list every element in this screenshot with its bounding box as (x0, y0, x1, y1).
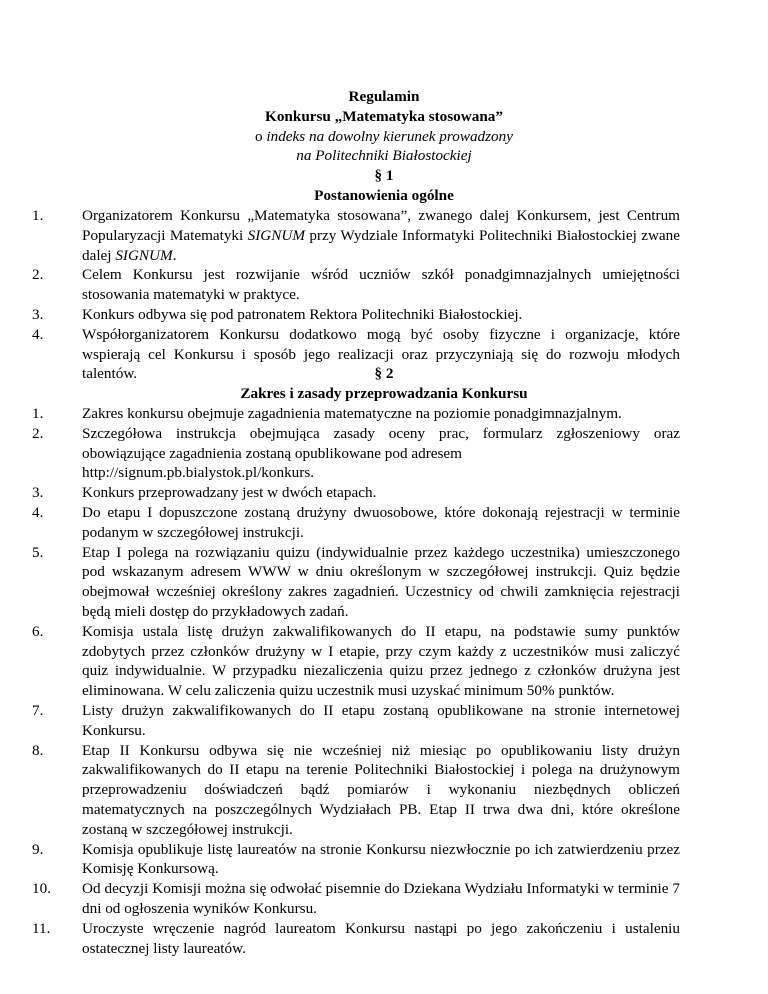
list-item (32, 622, 680, 701)
list-item-text: Konkurs przeprowadzany jest w dwóch etapach. (82, 484, 377, 502)
section-1-list (32, 206, 680, 384)
list-item-number: 4. (32, 503, 44, 521)
list-item-number: 9. (32, 840, 44, 858)
konkurs-url-text: http://signum.pb.bialystok.pl/konkurs. (82, 464, 315, 482)
list-item (32, 265, 680, 305)
list-item-text-italic: SIGNUM (247, 226, 305, 244)
section-1-heading (0, 166, 768, 206)
section-2-number: § 2 (374, 365, 394, 382)
list-item-text: Celem Konkursu jest rozwijanie wśród uczniów szkół ponadgimnazjalnych umiejętności stosowania matematyki w praktyce. (82, 266, 680, 304)
section-2-title: Zakres i zasady przeprowadzania Konkursu (240, 384, 528, 402)
section-1-number: § 1 (374, 167, 394, 184)
list-item-text-italic: SIGNUM (115, 246, 173, 264)
header-line-3-prefix: o (254, 127, 267, 145)
list-item-text: Zakres konkursu obejmuje zagadnienia matematyczne na poziomie ponadgimnazjalnym. (82, 405, 622, 422)
list-item-text: Listy drużyn zakwalifikowanych do II etapu zostaną opublikowane na stronie internetowej Konkursu. (82, 701, 680, 739)
section-2-list (32, 404, 680, 958)
list-item-number: 2. (32, 266, 44, 284)
list-item (32, 840, 680, 880)
list-item-number: 3. (32, 305, 44, 323)
header-line-4: na Politechniki Białostockiej (296, 147, 472, 165)
list-item-text: Komisja ustala listę drużyn zakwalifikowanych do II etapu, na podstawie sumy punktów zdobytych przez członków drużyny w I etapie, przy czym każdy z uczestników musi zaliczyć quiz indywidualnie. W przypadku niezaliczenia quizu przez jednego z członków drużyna jest eliminowana. W celu zaliczenia quizu uczestnik musi uzyskać minimum 50% punktów. (82, 622, 680, 700)
list-item (32, 483, 680, 503)
list-item-number: 6. (32, 622, 44, 640)
list-item-number: 5. (32, 543, 44, 561)
header-line-3 (0, 127, 768, 147)
list-item-text: . (172, 246, 177, 264)
section-1-title: Postanowienia ogólne (314, 186, 454, 204)
list-item (32, 543, 680, 622)
document-subtitle: Konkursu „Matematyka stosowana” (265, 107, 503, 125)
list-item-text: Konkurs odbywa się pod patronatem Rektora Politechniki Białostockiej. (82, 305, 523, 323)
list-item-text: Szczegółowa instrukcja obejmująca zasady oceny prac, formularz zgłoszeniowy oraz obowiązujące zagadnienia zostaną opublikowane pod adresem (82, 424, 680, 462)
list-item (32, 701, 680, 741)
list-item (32, 404, 680, 424)
list-item-number: 7. (32, 701, 44, 719)
list-item-number: 3. (32, 484, 44, 502)
list-item-number: 1. (32, 207, 44, 224)
list-item (32, 305, 680, 325)
list-item-text: przy Wydziale Informatyki Politechniki Białostockiej zwane dalej (82, 226, 680, 264)
list-item-number: 2. (32, 424, 44, 442)
list-item-number: 10. (32, 880, 51, 898)
list-item-text: Uroczyste wręczenie nagród laureatom Konkursu nastąpi po jego zakończeniu i ustaleniu ostatecznej listy laureatów. (82, 919, 680, 957)
list-item-text: Etap II Konkursu odbywa się nie wcześniej niż miesiąc po opublikowaniu listy drużyn zakwalifikowanych do II etapu na terenie Politechniki Białostockiej i polega na drużynowym przeprowadzeniu doświadczeń bądź pomiarów i wykonaniu niezbędnych obliczeń matematycznych na poszczególnych Wydziałach PB. Etap II trwa dwa dni, które określone zostaną w szczegółowej instrukcji. (82, 741, 680, 838)
list-item-number: 4. (32, 325, 44, 343)
list-item-text: Organizatorem Konkursu „Matematyka stosowana”, zwanego dalej Konkursem, jest Centrum Popularyzacji Matematyki (82, 207, 680, 244)
document-title: Regulamin (348, 88, 420, 105)
list-item-text: Współorganizatorem Konkursu dodatkowo mogą być osoby fizyczne i organizacje, które wspierają cel Konkursu i sposób jego realizacji oraz przyczyniają się do rozwoju młodych talentów. (82, 325, 680, 383)
list-item (32, 424, 680, 483)
list-item-text: Etap I polega na rozwiązaniu quizu (indywidualnie przez każdego uczestnika) umieszczonego pod wskazanym adresem WWW w dniu określonym w szczegółowej instrukcji. Quiz będzie obejmował wcześniej określony zakres zagadnień. Uczestnicy od chwili zamknięcia rejestracji będą mieli dostęp do przykładowych zadań. (82, 543, 680, 620)
list-item (32, 919, 680, 959)
list-item (32, 741, 680, 840)
list-item (32, 503, 680, 543)
header-line-3-italic: indeks na dowolny kierunek prowadzony (266, 127, 513, 145)
list-item-text: Od decyzji Komisji można się odwołać pisemnie do Dziekana Wydziału Informatyki w terminie 7 dni od ogłoszenia wyników Konkursu. (82, 880, 680, 917)
list-item (32, 206, 680, 265)
list-item-text: Do etapu I dopuszczone zostaną drużyny dwuosobowe, które dokonają rejestracji w terminie podanym w szczegółowej instrukcji. (82, 503, 680, 541)
list-item-text: Komisja opublikuje listę laureatów na stronie Konkursu niezwłocznie po ich zatwierdzeniu przez Komisję Konkursową. (82, 840, 680, 878)
list-item-number: 1. (32, 405, 44, 422)
list-item-number: 8. (32, 741, 44, 759)
list-item (32, 879, 680, 919)
document-header (0, 87, 768, 166)
section-2-heading (0, 364, 768, 404)
list-item-number: 11. (32, 919, 51, 937)
